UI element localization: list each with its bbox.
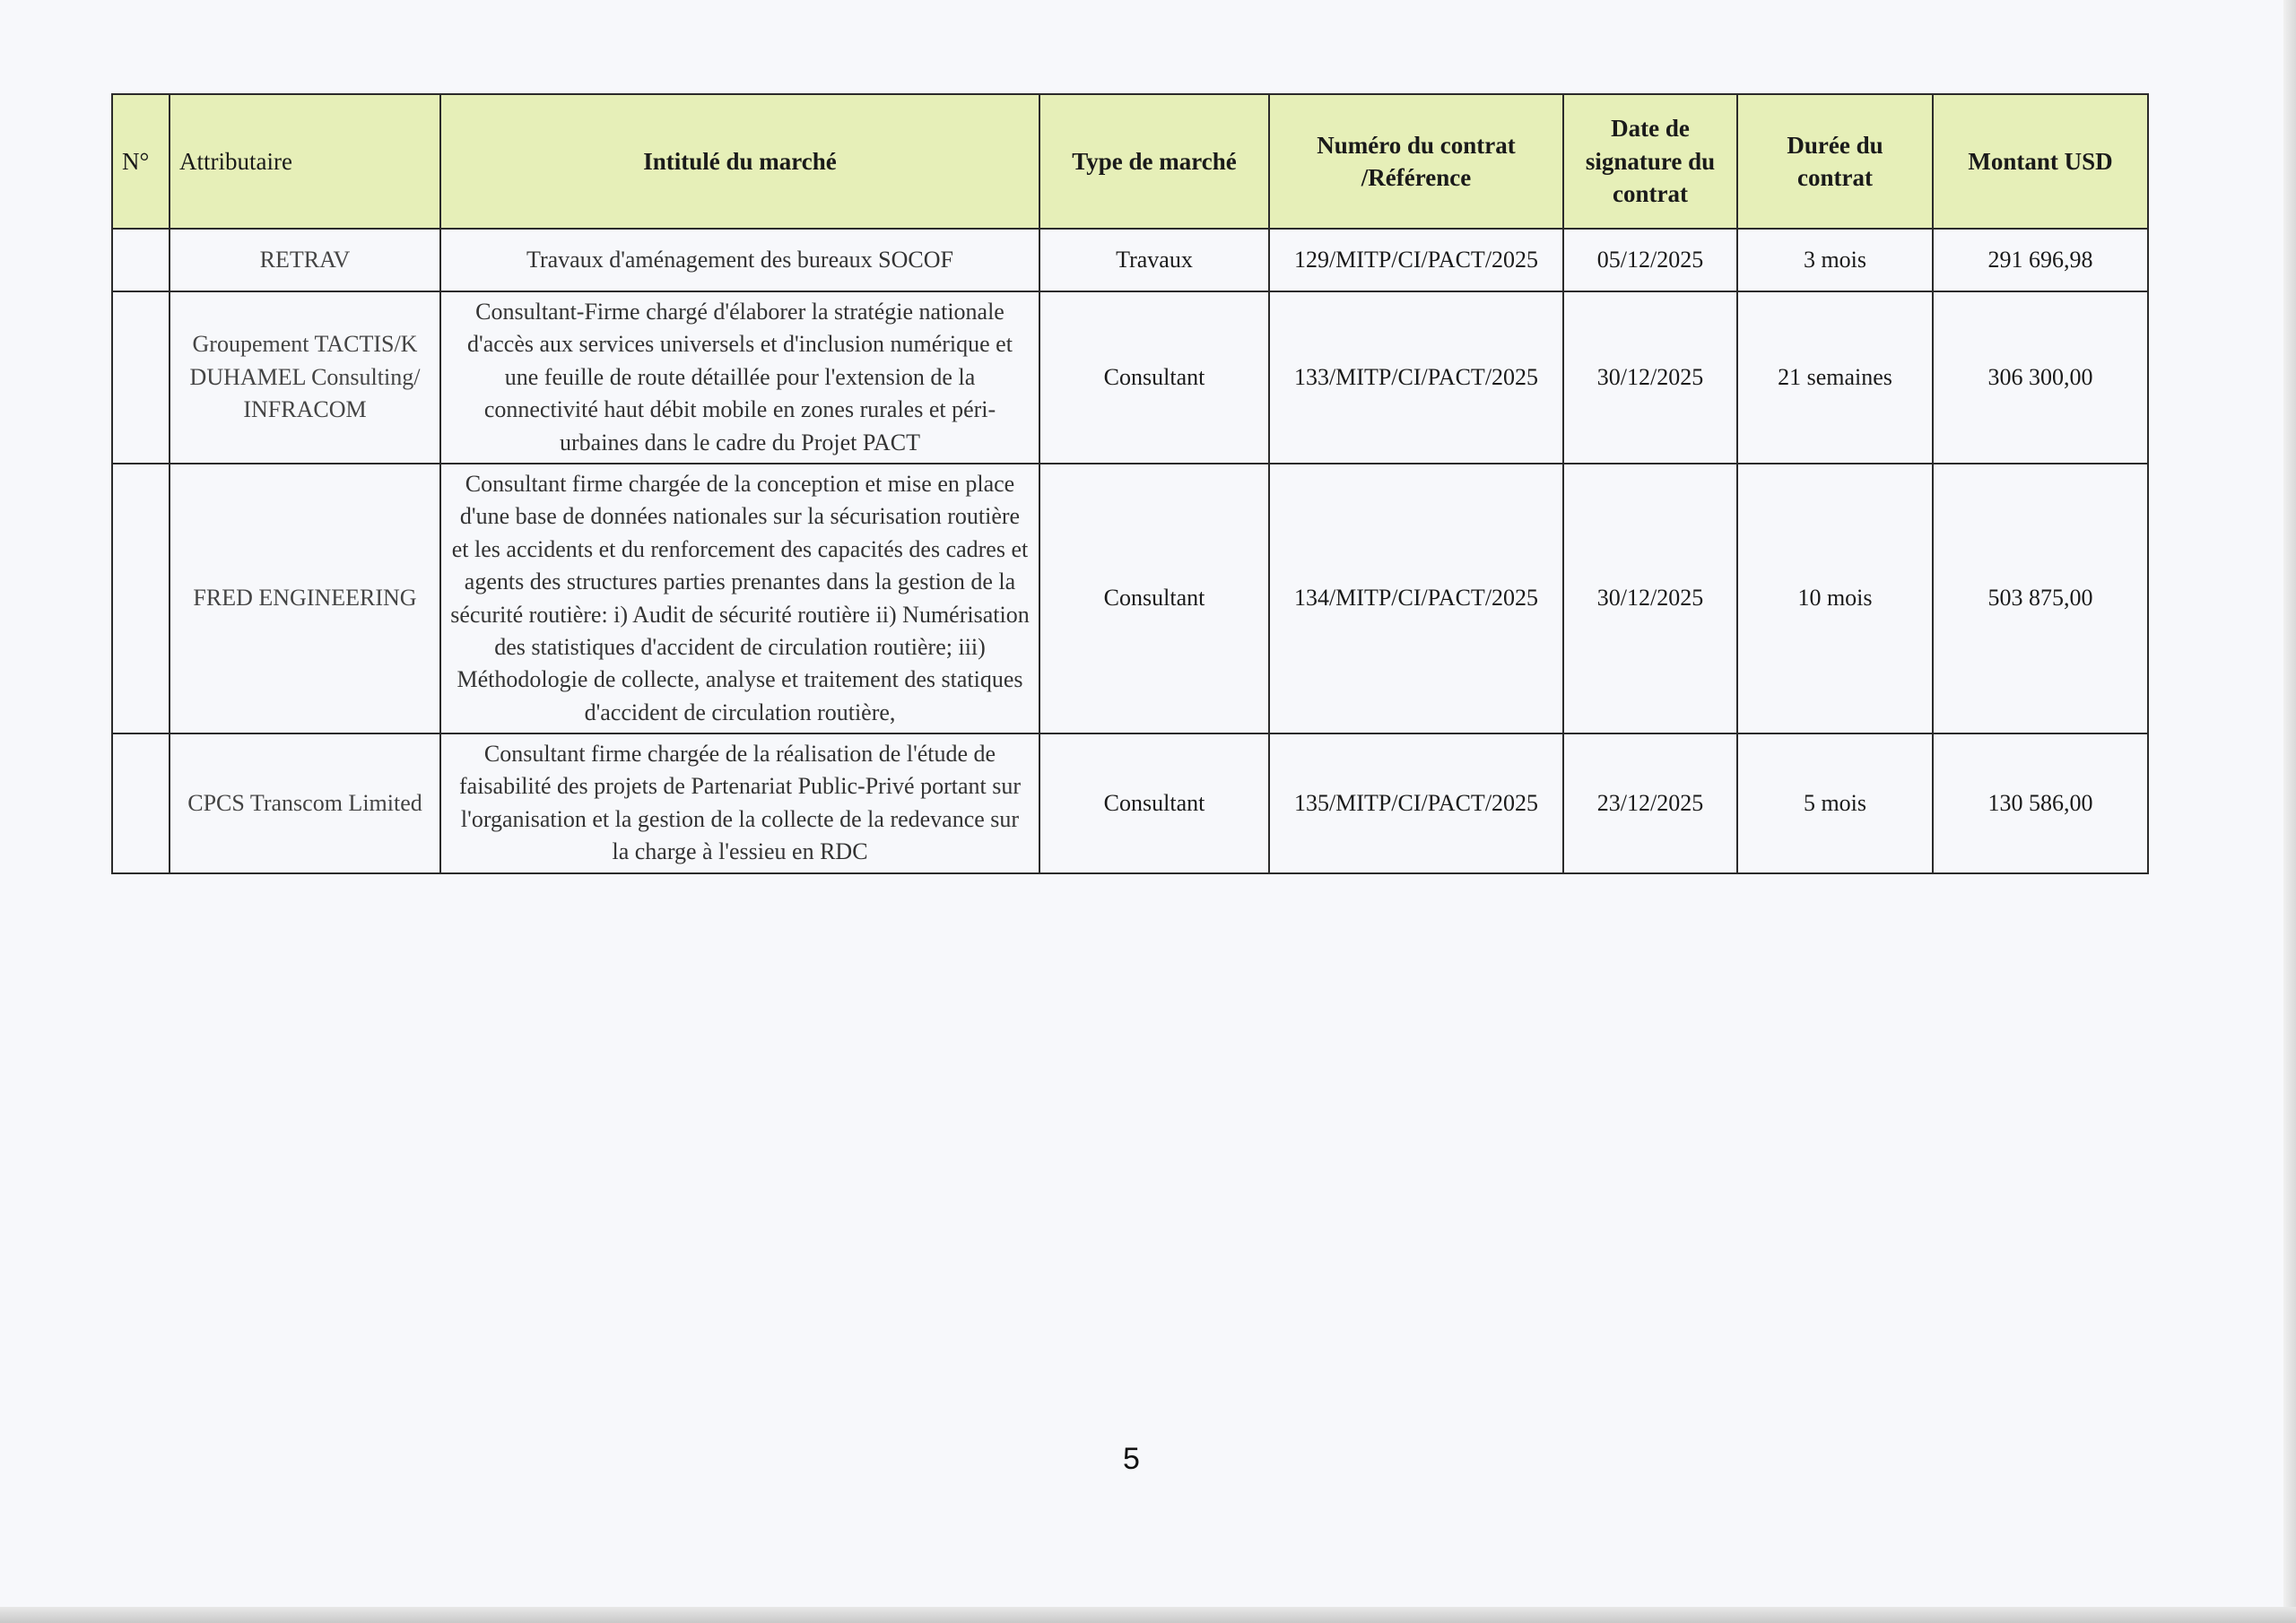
table-row [112, 733, 2148, 873]
cell-num [112, 464, 170, 733]
contracts-table [111, 93, 2149, 874]
table-row [112, 464, 2148, 733]
cell-numero: 135/MITP/CI/PACT/2025 [1269, 733, 1563, 873]
table-row [112, 291, 2148, 464]
page-edge-right [2283, 0, 2296, 1623]
cell-numero: 134/MITP/CI/PACT/2025 [1269, 464, 1563, 733]
cell-intitule: Consultant firme chargée de la conception et mise en place d'une base de données nationales sur la sécurisation routière et les accidents et du renforcement des capacités des cadres et agents des structures parties prenantes dans la gestion de la sécurité routière: i) Audit de sécurité routière ii) Numérisation des statistiques d'accident de circulation routière; iii) Méthodologie de collecte, analyse et traitement des statiques d'accident de circulation routière, [440, 464, 1039, 733]
cell-duree: 21 semaines [1737, 291, 1933, 464]
header-attributaire: Attributaire [170, 94, 440, 229]
header-type: Type de marché [1039, 94, 1269, 229]
cell-intitule: Travaux d'aménagement des bureaux SOCOF [440, 229, 1039, 291]
header-date: Date de signature du contrat [1563, 94, 1737, 229]
page-number: 5 [1123, 1442, 1140, 1476]
cell-duree: 3 mois [1737, 229, 1933, 291]
cell-montant: 130 586,00 [1933, 733, 2148, 873]
header-numero: Numéro du contrat /Référence [1269, 94, 1563, 229]
cell-date: 30/12/2025 [1563, 464, 1737, 733]
cell-attributaire: RETRAV [170, 229, 440, 291]
cell-num [112, 291, 170, 464]
cell-date: 23/12/2025 [1563, 733, 1737, 873]
cell-type: Consultant [1039, 733, 1269, 873]
cell-type: Travaux [1039, 229, 1269, 291]
header-intitule: Intitulé du marché [440, 94, 1039, 229]
cell-type: Consultant [1039, 464, 1269, 733]
cell-num [112, 229, 170, 291]
cell-numero: 129/MITP/CI/PACT/2025 [1269, 229, 1563, 291]
page-edge-bottom [0, 1607, 2296, 1623]
cell-numero: 133/MITP/CI/PACT/2025 [1269, 291, 1563, 464]
cell-montant: 503 875,00 [1933, 464, 2148, 733]
cell-attributaire: Groupement TACTIS/K DUHAMEL Consulting/ INFRACOM [170, 291, 440, 464]
cell-attributaire: FRED ENGINEERING [170, 464, 440, 733]
cell-montant: 291 696,98 [1933, 229, 2148, 291]
cell-date: 30/12/2025 [1563, 291, 1737, 464]
cell-duree: 5 mois [1737, 733, 1933, 873]
header-montant: Montant USD [1933, 94, 2148, 229]
cell-montant: 306 300,00 [1933, 291, 2148, 464]
cell-attributaire: CPCS Transcom Limited [170, 733, 440, 873]
table-header-row [112, 94, 2148, 229]
table-row [112, 229, 2148, 291]
cell-date: 05/12/2025 [1563, 229, 1737, 291]
header-duree: Durée du contrat [1737, 94, 1933, 229]
cell-type: Consultant [1039, 291, 1269, 464]
header-num: N° [112, 94, 170, 229]
cell-intitule: Consultant firme chargée de la réalisation de l'étude de faisabilité des projets de Partenariat Public-Privé portant sur l'organisation et la gestion de la collecte de la redevance sur la charge à l'essieu en RDC [440, 733, 1039, 873]
cell-duree: 10 mois [1737, 464, 1933, 733]
cell-intitule: Consultant-Firme chargé d'élaborer la stratégie nationale d'accès aux services universels et d'inclusion numérique et une feuille de route détaillée pour l'extension de la connectivité haut débit mobile en zones rurales et péri-urbaines dans le cadre du Projet PACT [440, 291, 1039, 464]
cell-num [112, 733, 170, 873]
